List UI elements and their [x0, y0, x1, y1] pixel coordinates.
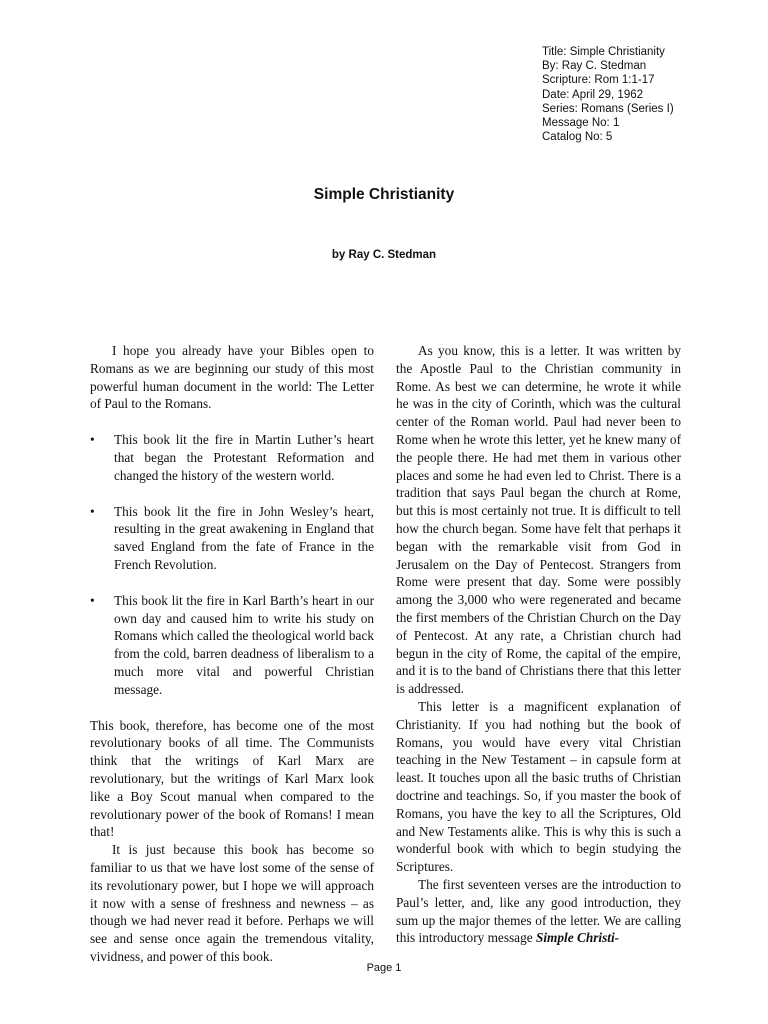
- bullet-item: [90, 431, 374, 484]
- meta-message-no: Message No: 1: [542, 117, 620, 130]
- meta-date: Date: April 29, 1962: [542, 88, 644, 101]
- bullet-item: [90, 592, 374, 699]
- bullet-icon: •: [90, 592, 95, 608]
- bullet-icon: •: [90, 503, 95, 519]
- page-title: Simple Christianity: [313, 186, 455, 203]
- bullet-text: This book lit the fire in Karl Barth’s heart in our own day and caused him to write his study on Romans which called the theological world back from the cold, barren deadness of liberalism to a much more vital and powerful Christian message.: [114, 592, 374, 697]
- body-paragraph: This book, therefore, has become one of the most revolutionary books of all time. The Communists think that the writings of Karl Marx are revolutionary, but the writings of Karl Marx look like a Boy Scout manual when compared to the revolutionary power of the book of Romans! I mean that!: [90, 717, 374, 840]
- meta-series: Series: Romans (Series I): [542, 102, 674, 115]
- meta-title: Title: Simple Christianity: [542, 46, 665, 58]
- meta-author: By: Ray C. Stedman: [542, 60, 647, 73]
- page-number: Page 1: [366, 962, 402, 974]
- body-paragraph: It is just because this book has become so familiar to us that we have lost some of the sense of its revolutionary power, but I hope we will approach it now with a sense of freshness and newness – as though we had never read it before. Perhaps we will see and sense once again the tremendous vitality, vividness, and power of this book.: [90, 842, 374, 964]
- meta-scripture: Scripture: Rom 1:1-17: [542, 74, 655, 87]
- bullet-icon: •: [90, 432, 95, 448]
- book-title-emphasis: Simple Christi-: [535, 930, 620, 946]
- intro-paragraph: I hope you already have your Bibles open to Romans as we are beginning our study of this most powerful human document in the world: The Letter of Paul to the Romans.: [90, 343, 374, 412]
- paragraph-text: The first seventeen verses are the introduction to Paul’s letter, and, like any good introduction, they sum up the major themes of the letter. We are calling this introductory message: [396, 876, 681, 946]
- bullet-text: This book lit the fire in Martin Luther’s heart that began the Protestant Reformation and changed the history of the western world.: [114, 432, 374, 483]
- body-paragraph: This letter is a magnificent explanation of Christianity. If you had nothing but the book of Romans, you would have every vital Christian teaching in the New Testament – in capsule form at least. It touches upon all the basic truths of Christian doctrine and teachings. So, if you master the book of Romans, you have the key to all the Scriptures, Old and New Testaments alike. This is why this is such a wonderful book with which to begin studying the Scriptures.: [396, 698, 681, 875]
- byline: by Ray C. Stedman: [331, 249, 437, 261]
- meta-catalog-no: Catalog No: 5: [542, 131, 613, 144]
- body-paragraph: [396, 876, 681, 947]
- right-column: [396, 342, 681, 947]
- left-column: [90, 342, 374, 966]
- document-metadata: [542, 45, 674, 144]
- bullet-item: [90, 503, 374, 574]
- body-paragraph: As you know, this is a letter. It was written by the Apostle Paul to the Christian community in Rome. As best we can determine, he wrote it while he was in the city of Corinth, which was the cultural center of the Roman world. Paul had never been to Rome when he wrote this letter, yet he knew many of the people there. He had met them in various other places and some he had even led to Christ. There is a tradition that says Paul began the church at Rome, but this is most certainly not true. It is difficult to tell how the church began. Some have felt that perhaps it began with the remarkable visit from God in Jerusalem on the Day of Pentecost. Strangers from Rome were present that day. Some were possibly among the 3,000 who were regenerated and became the first members of the Christian Church on the Day of Pentecost. At any rate, a Christian church had begun in the city of Rome, the capital of the empire, and it is to the band of Christians there that this letter is addressed.: [396, 343, 681, 697]
- bullet-text: This book lit the fire in John Wesley’s heart, resulting in the great awakening in England that saved England from the fate of France in the French Revolution.: [114, 503, 374, 572]
